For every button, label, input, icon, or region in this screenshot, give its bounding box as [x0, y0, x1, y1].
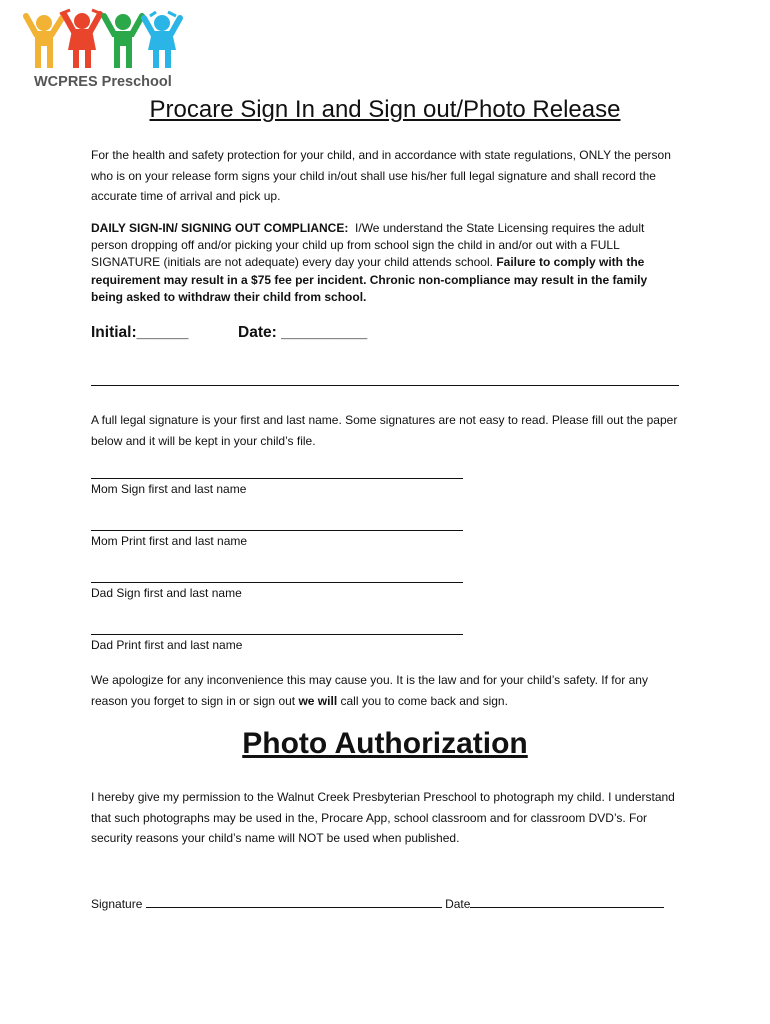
- yellow-child-figure: [26, 15, 62, 68]
- legal-note: A full legal signature is your first and last name. Some signatures are not easy to read. Please fill out the paper below and it will be kept in your child’s file.: [91, 413, 678, 448]
- page-title: Procare Sign In and Sign out/Photo Release: [149, 96, 621, 123]
- section-divider: [91, 385, 679, 386]
- intro-paragraph: For the health and safety protection for your child, and in accordance with state regulations, ONLY the person who is on your release form signs your child in/out shall use his/her full legal signature and shall record the accurate time of arrival and pick up.: [91, 148, 671, 203]
- mom-print-line[interactable]: [91, 530, 463, 531]
- dad-sign-label: Dad Sign first and last name: [91, 586, 242, 600]
- signature-label: Signature: [91, 897, 143, 911]
- compliance-heading: DAILY SIGN-IN/ SIGNING OUT COMPLIANCE:: [91, 221, 349, 235]
- compliance-body: I/We understand the State Licensing requires the adult person dropping off and/or picking your child up from school sign the child in and/or out with a FULL SIGNATURE (initials are not adequate) every day your child attends school.: [91, 221, 645, 270]
- date-line[interactable]: [470, 895, 664, 908]
- mom-sign-label: Mom Sign first and last name: [91, 482, 247, 496]
- photo-authorization-title: Photo Authorization: [242, 727, 528, 760]
- green-child-figure: [104, 14, 142, 68]
- school-logo: [22, 6, 187, 92]
- apology-paragraph: [91, 670, 681, 711]
- mom-print-label: Mom Print first and last name: [91, 534, 248, 548]
- children-figures-icon: [22, 6, 187, 76]
- dad-print-label: Dad Print first and last name: [91, 638, 243, 652]
- compliance-paragraph: [91, 220, 681, 306]
- signature-line[interactable]: [146, 895, 442, 908]
- apology-bold: we will: [298, 693, 338, 708]
- dad-print-line[interactable]: [91, 634, 463, 635]
- compliance-warning: Failure to comply with the requirement may result in a $75 fee per incident. Chronic non-compliance may result in the family being asked to withdraw their child from school.: [91, 255, 648, 304]
- date-field[interactable]: Date: __________: [238, 324, 368, 341]
- school-name: WCPRES Preschool: [34, 74, 172, 90]
- blue-child-figure: [144, 12, 180, 68]
- signature-row: [91, 895, 664, 911]
- red-child-figure: [60, 10, 102, 68]
- mom-sign-line[interactable]: [91, 478, 463, 479]
- photo-authorization-text: I hereby give my permission to the Walnut Creek Presbyterian Preschool to photograph my child. I understand that such photographs may be used in the, Procare App, school classroom and for classroom DVD’s. For security reasons your child’s name will NOT be used when published.: [91, 790, 675, 845]
- date-label: Date: [445, 897, 471, 911]
- initial-field[interactable]: Initial:______: [91, 324, 189, 341]
- dad-sign-line[interactable]: [91, 582, 463, 583]
- apology-text-end: call you to come back and sign.: [337, 693, 508, 708]
- apology-text: We apologize for any inconvenience this may cause you. It is the law and for your child’s safety. If for any reason you forget to sign in or sign out: [91, 673, 648, 708]
